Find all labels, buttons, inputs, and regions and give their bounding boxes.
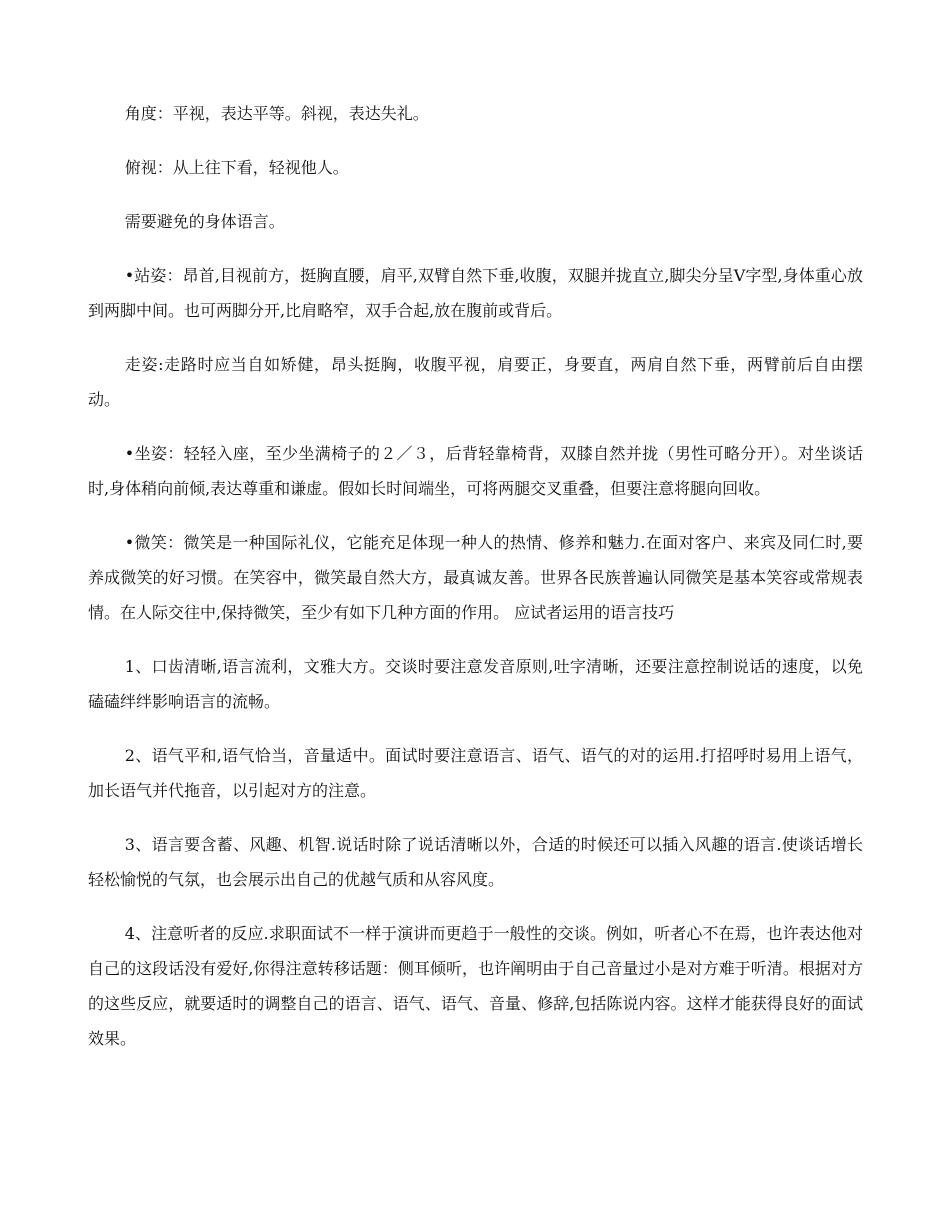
paragraph-walking-posture: 走姿:走路时应当自如矫健，昂头挺胸，收腹平视，肩要正，身要直，两肩自然下垂，两臂前后自由摆动。 — [88, 355, 863, 409]
paragraph-avoid-body-language: 需要避免的身体语言。 — [124, 212, 285, 231]
paragraph-tip-2: 2、语气平和,语气恰当，音量适中。面试时要注意语言、语气、语气的对的运用.打招呼时易用上语气，加长语气并代拖音，以引起对方的注意。 — [88, 746, 863, 800]
paragraph-tip-3: 3、语言要含蓄、风趣、机智.说话时除了说话清晰以外，合适的时候还可以插入风趣的语言.使谈话增长轻松愉悦的气氛，也会展示出自己的优越气质和从容风度。 — [88, 835, 863, 889]
paragraph-standing-posture: •站姿：昂首,目视前方，挺胸直腰，肩平,双臂自然下垂,收腹，双腿并拢直立,脚尖分呈Ⅴ字型,身体重心放到两脚中间。也可两脚分开,比肩略窄，双手合起,放在腹前或背后。 — [88, 266, 863, 320]
paragraph-gaze-angle: 角度：平视，表达平等。斜视，表达失礼。 — [124, 104, 429, 123]
paragraph-tip-1: 1、口齿清晰,语言流利，文雅大方。交谈时要注意发音原则,吐字清晰，还要注意控制说话的速度，以免磕磕绊绊影响语言的流畅。 — [88, 657, 863, 711]
paragraph-sitting-posture: •坐姿：轻轻入座，至少坐满椅子的２／３，后背轻靠椅背，双膝自然并拢（男性可略分开）。对坐谈话时,身体稍向前倾,表达尊重和谦虚。假如长时间端坐，可将两腿交叉重叠，但要注意将腿向回收。 — [88, 444, 863, 498]
document-body — [88, 96, 863, 1075]
paragraph-smile: •微笑：微笑是一种国际礼仪，它能充足体现一种人的热情、修养和魅力.在面对客户、来宾及同仁时,要养成微笑的好习惯。在笑容中，微笑最自然大方，最真诚友善。世界各民族普遍认同微笑是基本笑容或常规表情。在人际交往中,保持微笑，至少有如下几种方面的作用。 应试者运用的语言技巧 — [88, 533, 863, 622]
paragraph-tip-4: 4、注意听者的反应.求职面试不一样于演讲而更趋于一般性的交谈。例如，听者心不在焉，也许表达他对自己的这段话没有爱好,你得注意转移话题：侧耳倾听，也许阐明由于自己音量过小是对方难于听清。根据对方的这些反应，就要适时的调整自己的语言、语气、语气、音量、修辞,包括陈说内容。这样才能获得良好的面试效果。 — [88, 924, 863, 1048]
paragraph-look-down: 俯视：从上往下看，轻视他人。 — [124, 158, 349, 177]
